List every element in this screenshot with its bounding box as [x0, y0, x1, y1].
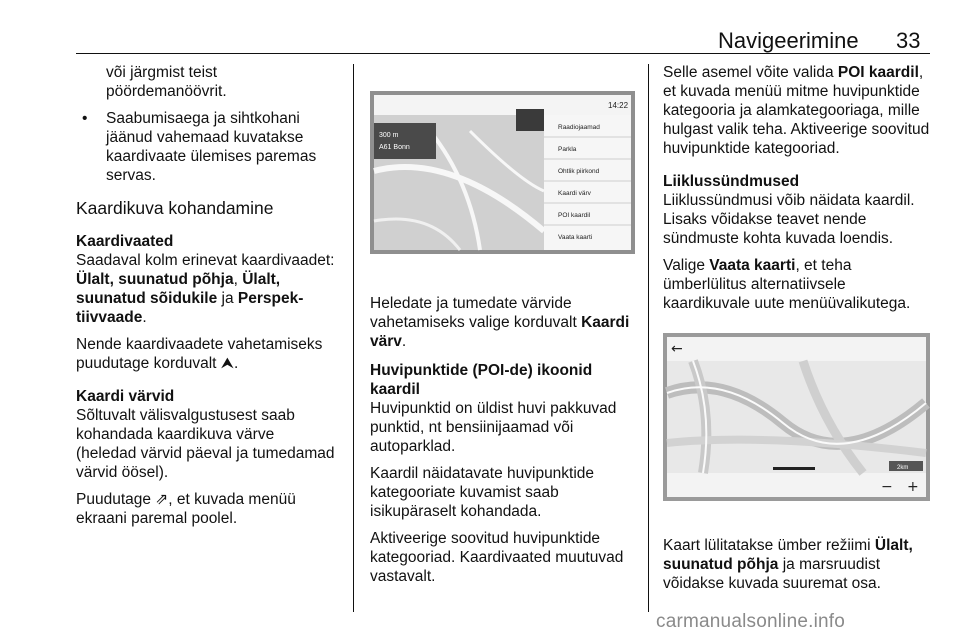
subheading-poi: Huvipunktide (POI-de) ikoonid kaardil: [370, 362, 593, 398]
column-divider-2: [648, 64, 649, 612]
menu-item-1: Raadiojaamad: [558, 124, 600, 131]
paragraph-switch-views: Nende kaardivaadete vahetamiseks puudutage korduvalt ⮝.: [76, 336, 323, 372]
paragraph-map-color-choice: Heledate ja tumedate värvide vahetamiseks valige korduvalt Kaardi värv.: [370, 295, 630, 350]
paragraph-north-up: Kaart lülitatakse ümber režiimi Ülalt, suunatud põhja ja marsruudist võidakse kuvada suuremat osa.: [663, 537, 913, 592]
zoom-out-icon: −: [881, 479, 893, 495]
nav-screen-image: [370, 91, 635, 254]
nav-screenshot-map: [663, 333, 930, 501]
subheading-map-views: Kaardivaated: [76, 233, 174, 250]
screen-distance: 300 m: [379, 132, 399, 139]
map-scale: 2km: [897, 465, 909, 471]
header-rule: [76, 53, 930, 54]
map-screen-image: [663, 333, 930, 501]
screen-time: 14:22: [608, 101, 629, 110]
page-header-title: Navigeerimine: [718, 28, 859, 53]
zoom-in-icon: +: [907, 479, 919, 495]
paragraph-map-views: Saadaval kolm erinevat kaardivaadet: Ülalt, suunatud põhja, Ülalt, suunatud sõidukile ja Perspektiivvaade.: [76, 252, 335, 326]
menu-item-3: Ohtlik piirkond: [558, 168, 600, 175]
column-3: [663, 63, 930, 321]
paragraph-poi-map: Selle asemel võite valida POI kaardil, et kuvada menüü mitme huvipunktide kategooria ja alamkategooriaga, mille hulgast valik teha. Aktiveerige soovitud huvipunktide kategooriad.: [663, 64, 930, 157]
paragraph-poi-custom: Kaardil näidatavate huvipunktide kategooriate kuvamist saab isikupäraselt kohandada.: [370, 465, 595, 520]
watermark: carmanualsonline.info: [656, 611, 846, 632]
back-arrow-icon: ←: [671, 341, 683, 357]
menu-item-4: Kaardi värv: [558, 190, 591, 197]
column-2: [370, 294, 635, 594]
column-3-bottom: [663, 536, 930, 601]
page-number: 33: [896, 28, 921, 53]
paragraph-menu: Puudutage ⇗, et kuvada menüü ekraani paremal poolel.: [76, 491, 296, 527]
menu-item-2: Parkla: [558, 146, 577, 153]
paragraph-map-colors: Sõltuvalt välisvalgustusest saab kohandada kaardikuva värve (heledad värvid päeval ja tumedamad värvid öösel).: [76, 407, 335, 481]
paragraph-poi-activate: Aktiveerige soovitud huvipunktide kategooriad. Kaardivaated muutuvad vastavalt.: [370, 530, 624, 585]
paragraph-view-map: Valige Vaata kaarti, et teha ümberlülitus alternatiivsele kaardikuvale uute menüüvalikutega.: [663, 257, 911, 312]
menu-item-5: POI kaardil: [558, 212, 591, 219]
column-divider-1: [353, 64, 354, 612]
section-heading: Kaardikuva kohandamine: [76, 198, 274, 218]
continuation-text: või järgmist teist pöördemanöövrit.: [106, 64, 227, 100]
bullet-item: • Saabumisaega ja sihtkohani jäänud vahemaad kuvatakse kaardivaate ülemises paremas servas.: [76, 109, 338, 185]
screen-road: A61 Bonn: [379, 144, 410, 151]
paragraph-poi-def: Huvipunktid on üldist huvi pakkuvad punktid, nt bensiinijaamad või autoparklad.: [370, 400, 617, 455]
menu-item-6: Vaata kaarti: [558, 234, 593, 241]
subheading-map-colors: Kaardi värvid: [76, 388, 175, 405]
subheading-traffic: Liiklussündmused: [663, 173, 800, 190]
paragraph-traffic: Liiklussündmusi võib näidata kaardil. Lisaks võidakse teavet nende sündmuste kohta kuvada loendis.: [663, 192, 915, 247]
nav-screenshot-menu: [370, 91, 635, 254]
column-1: [76, 63, 338, 536]
